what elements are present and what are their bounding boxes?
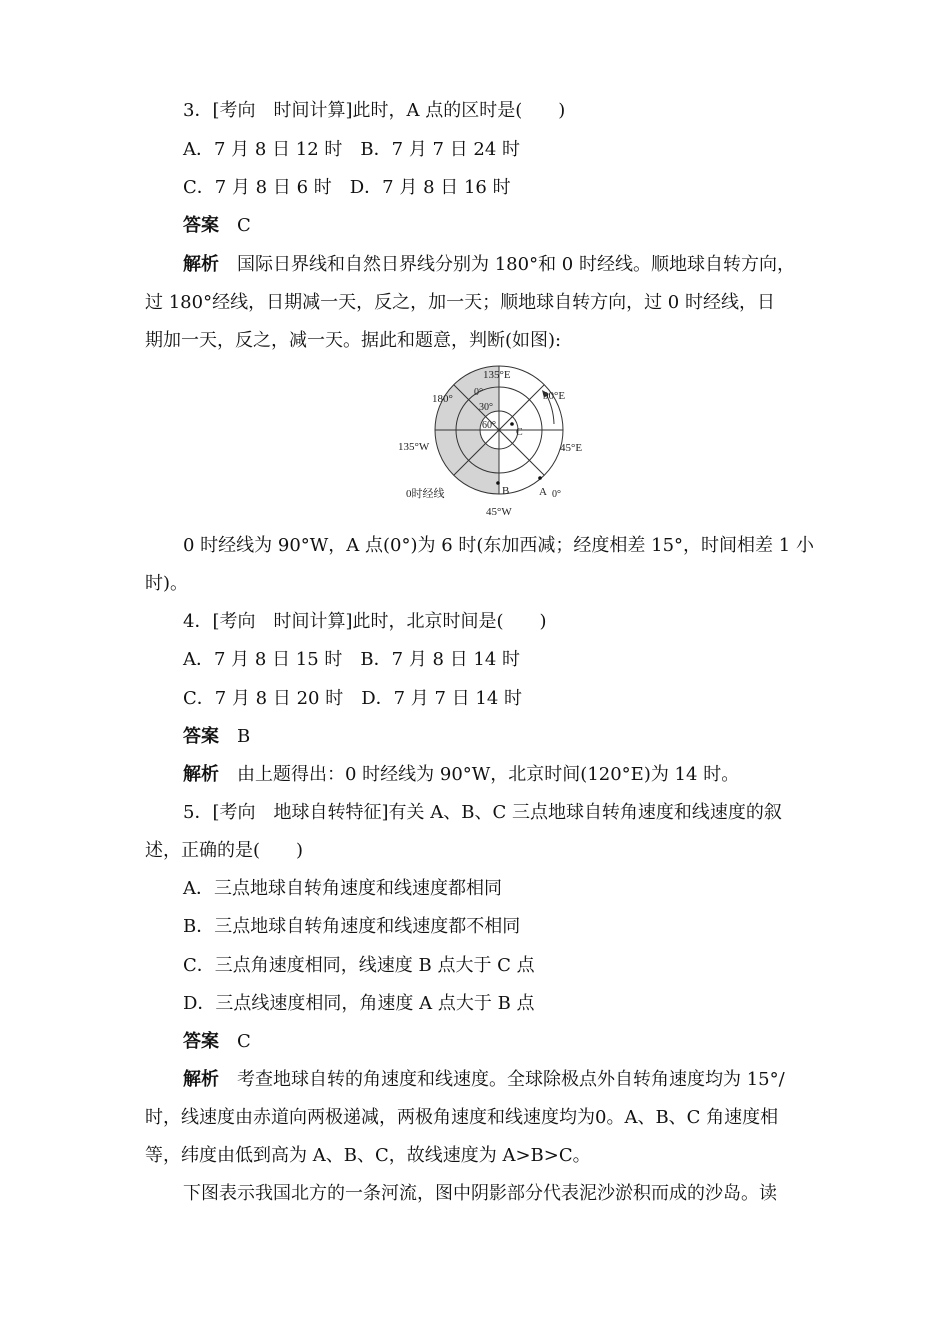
answer-label: 答案 [183, 215, 219, 236]
answer-value: C [237, 215, 251, 236]
q5-stem-line-1: 5．[考向 地球自转特征]有关 A、B、C 三点地球自转角速度和线速度的叙 [183, 802, 782, 823]
q5-analysis-line-1 [0, 1068, 950, 1092]
q3-options-cd: C．7 月 8 日 6 时 D．7 月 8 日 16 时 [183, 177, 511, 198]
q4-answer [0, 725, 950, 749]
q3-analysis-line-3: 期加一天，反之，减一天。据此和题意，判断(如图): [145, 330, 562, 351]
label-135e: 135°E [483, 369, 511, 381]
q5-answer [0, 1030, 950, 1054]
q3-after-line-1: 0 时经线为 90°W，A 点(0°)为 6 时(东加西减；经度相差 15°，时间相差 1 小 [183, 535, 814, 556]
point-a [538, 476, 542, 480]
analysis-label: 解析 [183, 764, 219, 785]
answer-value: B [237, 726, 251, 747]
point-b [496, 481, 500, 485]
label-c: C [516, 427, 523, 438]
q5-analysis-line-2: 时，线速度由赤道向两极递减，两极角速度和线速度均为0。A、B、C 角速度相 [145, 1107, 779, 1128]
label-a: A [539, 486, 547, 498]
label-45e: 45°E [560, 442, 583, 454]
q4-options-ab: A．7 月 8 日 15 时 B．7 月 8 日 14 时 [183, 649, 521, 670]
label-b: B [502, 485, 510, 497]
analysis-text: 国际日界线和自然日界线分别为 180°和 0 时经线。顺地球自转方向， [237, 254, 795, 275]
q5-option-d: D．三点线速度相同，角速度 A 点大于 B 点 [183, 993, 535, 1014]
q5-analysis-line-3: 等，纬度由低到高为 A、B、C，故线速度为 A>B>C。 [145, 1145, 591, 1166]
q4-analysis [0, 763, 950, 787]
answer-label: 答案 [183, 726, 219, 747]
q3-stem: 3．[考向 时间计算]此时，A 点的区时是( ) [183, 100, 566, 121]
q3-analysis-line-1 [0, 253, 950, 277]
label-0-meridian: 0时经线 [406, 488, 445, 500]
label-180: 180° [432, 393, 453, 405]
analysis-text: 由上题得出：0 时经线为 90°W，北京时间(120°E)为 14 时。 [237, 764, 740, 785]
next-intro: 下图表示我国北方的一条河流，图中阴影部分代表泥沙淤积而成的沙岛。读 [183, 1183, 777, 1204]
q5-stem-line-2: 述，正确的是( ) [145, 840, 304, 861]
q3-options-ab: A．7 月 8 日 12 时 B．7 月 7 日 24 时 [183, 139, 521, 160]
q3-analysis-line-2: 过 180°经线，日期减一天，反之，加一天；顺地球自转方向，过 0 时经线，日 [145, 292, 775, 313]
q3-after-line-2: 时)。 [145, 573, 189, 594]
label-135w: 135°W [398, 441, 430, 453]
q4-stem: 4．[考向 时间计算]此时，北京时间是( ) [183, 611, 547, 632]
analysis-label: 解析 [183, 254, 219, 275]
q4-options-cd: C．7 月 8 日 20 时 D．7 月 7 日 14 时 [183, 688, 523, 709]
label-30: 30° [479, 402, 493, 413]
analysis-label: 解析 [183, 1069, 219, 1090]
answer-value: C [237, 1031, 251, 1052]
polar-diagram [386, 362, 596, 522]
point-c [510, 422, 514, 426]
answer-label: 答案 [183, 1031, 219, 1052]
q5-option-a: A．三点地球自转角速度和线速度都相同 [183, 878, 502, 899]
analysis-text: 考查地球自转的角速度和线速度。全球除极点外自转角速度均为 15°/ [237, 1069, 785, 1090]
q5-option-c: C．三点角速度相同，线速度 B 点大于 C 点 [183, 955, 535, 976]
label-0-top: 0° [474, 387, 483, 398]
label-45w: 45°W [486, 506, 512, 518]
q5-option-b: B．三点地球自转角速度和线速度都不相同 [183, 916, 521, 937]
q3-answer [0, 214, 950, 238]
label-0-bottom: 0° [552, 489, 561, 500]
label-60: 60° [482, 420, 496, 431]
label-90e: 90°E [543, 390, 566, 402]
